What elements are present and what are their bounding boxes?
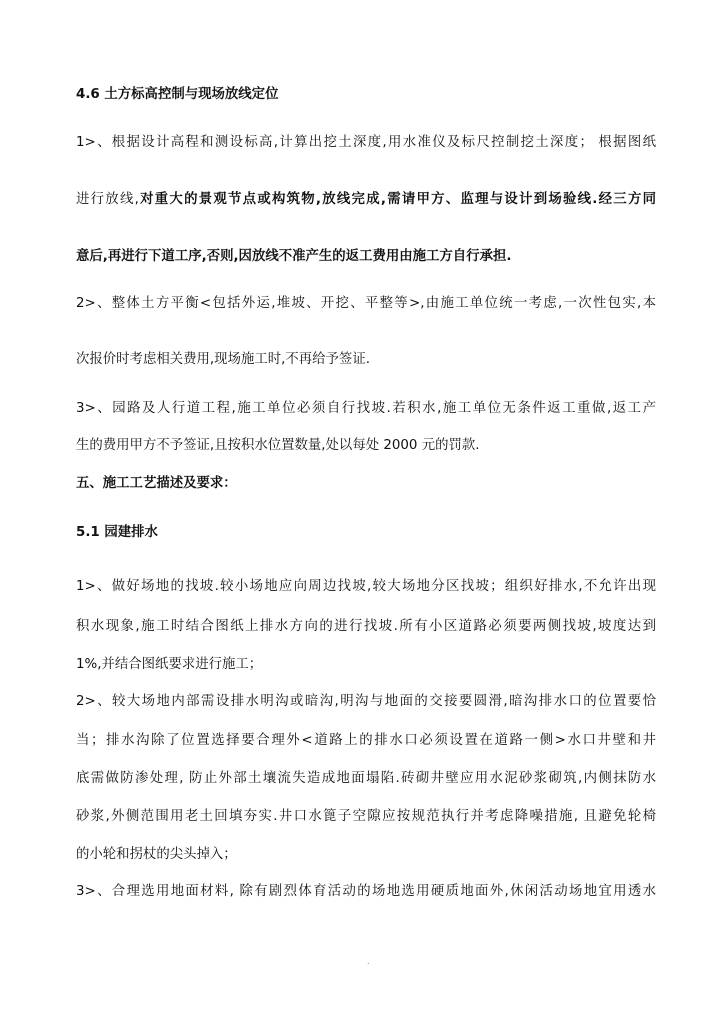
heading-section-5: 五、施工工艺描述及要求： <box>76 476 237 491</box>
para-4-6-1-line-1: 1>、根据设计高程和测设标高,计算出挖土深度,用水准仪及标尺控制挖土深度； 根据图纸 <box>76 135 656 150</box>
page-footer-mark: . <box>367 957 370 966</box>
heading-5-1: 5.1 园建排水 <box>76 525 158 540</box>
heading-4-6: 4.6 土方标高控制与现场放线定位 <box>76 87 279 102</box>
para-4-6-1-line-2-normal: 进行放线, <box>76 192 139 207</box>
para-5-1-1-line-2: 积水现象,施工时结合图纸上排水方向的进行找坡.所有小区道路必须要两侧找坡,坡度达到 <box>76 619 656 634</box>
para-5-1-1-line-3: 1%,并结合图纸要求进行施工； <box>76 657 263 672</box>
para-5-1-1-line-1: 1>、做好场地的找坡.较小场地应向周边找坡,较大场地分区找坡；组织好排水,不允许出现 <box>76 579 656 594</box>
para-4-6-3-line-1: 3>、园路及人行道工程,施工单位必须自行找坡.若积水,施工单位无条件返工重做,返工产 <box>76 401 656 416</box>
para-5-1-2-line-5: 的小轮和拐杖的尖头掉入； <box>76 847 237 862</box>
para-4-6-2-line-1: 2>、整体土方平衡<包括外运,堆坡、开挖、平整等>,由施工单位统一考虑,一次性包实,本 <box>76 296 656 311</box>
para-5-1-2-line-4: 砂浆,外侧范围用老土回填夯实.井口水篦子空隙应按规范执行并考虑降噪措施, 且避免轮椅 <box>76 809 656 824</box>
para-4-6-1-line-2-bold: 对重大的景观节点或构筑物,放线完成,需请甲方、监理与设计到场验线.经三方同 <box>138 192 656 207</box>
para-5-1-2-line-1: 2>、较大场地内部需设排水明沟或暗沟,明沟与地面的交接要圆滑,暗沟排水口的位置要恰 <box>76 694 656 709</box>
para-5-1-2-line-2: 当；排水沟除了位置选择要合理外<道路上的排水口必须设置在道路一侧>水口井壁和井 <box>76 733 656 748</box>
para-4-6-1-line-2 <box>76 191 656 209</box>
para-5-1-3-line-1: 3>、合理选用地面材料, 除有剧烈体育活动的场地选用硬质地面外,休闲活动场地宜用透水 <box>76 884 656 899</box>
para-4-6-1-line-3: 意后,再进行下道工序,否则,因放线不准产生的返工费用由施工方自行承担. <box>76 249 512 264</box>
para-4-6-3-line-2: 生的费用甲方不予签证,且按积水位置数量,处以每处 2000 元的罚款. <box>76 438 480 453</box>
para-4-6-2-line-2: 次报价时考虑相关费用,现场施工时,不再给予签证. <box>76 352 370 367</box>
para-5-1-2-line-3: 底需做防渗处理, 防止外部土壤流失造成地面塌陷.砖砌井壁应用水泥砂浆砌筑,内侧抹防水 <box>76 771 656 786</box>
